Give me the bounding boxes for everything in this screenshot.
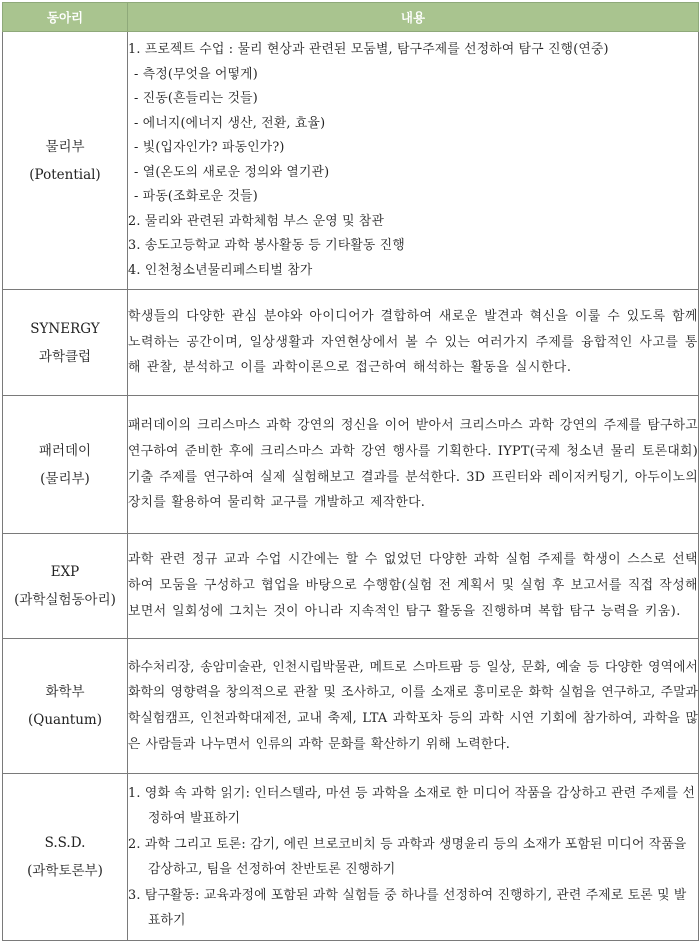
club-description: 과학 관련 정규 교과 수업 시간에는 할 수 없었던 다양한 과학 실험 주제를 학생이 스스로 선택하여 모둠을 구성하고 협업을 바탕으로 수행함(실험 전 계획서 및 실험 후 보고서를 직접 작성해보면서 일회성에 그치는 것이 아니라 지속적인 탐구 활동을 진행하며 복합 탐구 능력을 키움). <box>128 552 698 619</box>
table-row <box>3 396 699 534</box>
club-subname: (물리부) <box>40 470 90 487</box>
club-name-cell <box>3 639 128 774</box>
club-content-cell <box>128 639 699 774</box>
activity-list <box>128 38 698 283</box>
table-row <box>3 774 699 941</box>
club-content-cell <box>128 534 699 639</box>
table-header-row <box>3 3 699 32</box>
club-name-cell <box>3 774 128 941</box>
list-item: 1. 프로젝트 수업 : 물리 현상과 관련된 모둠별, 탐구주제를 선정하여 탐구 진행(연중) <box>128 42 609 57</box>
table-row <box>3 639 699 774</box>
list-item: - 진동(흔들리는 것들) <box>134 91 258 106</box>
club-name: S.S.D. <box>44 835 86 851</box>
club-name-cell <box>3 290 128 396</box>
list-item: - 열(온도의 새로운 정의와 열기관) <box>134 164 330 180</box>
club-name-cell <box>3 32 128 290</box>
table-row <box>3 290 699 396</box>
club-name-cell <box>3 534 128 639</box>
club-subname: (Potential) <box>29 166 101 183</box>
list-item: 2. 과학 그리고 토론: 감기, 에린 브로코비치 등 과학과 생명윤리 등의 소재가 포함된 미디어 작품을 감상하고, 팀을 선정하여 찬반토론 진행하기 <box>128 836 687 877</box>
club-description: 패러데이의 크리스마스 과학 강연의 정신을 이어 받아서 크리스마스 과학 강연의 주제를 탐구하고 연구하여 준비한 후에 크리스마스 과학 강연 행사를 기획한다. IYPT(국제 청소년 물리 토론대회) 기출 주제를 연구하여 실제 실험해보고 결과를 분석한다. 3D 프린터와 레이저커팅기, 아두이노의 장치를 활용하여 물리학 교구를 개발하고 제작한다. <box>128 417 698 511</box>
club-name-cell <box>3 396 128 534</box>
list-item: 4. 인천청소년물리페스티벌 참가 <box>128 262 313 278</box>
club-description: 하수처리장, 송암미술관, 인천시립박물관, 메트로 스마트팜 등 일상, 문화, 예술 등 다양한 영역에서 화학의 영향력을 창의적으로 관찰 및 조사하고, 이를 소재로 흥미로운 화학 실험을 연구하고, 주말과학실험캠프, 인천과학대제전, 교내 축제, LTA 과학포차 등의 과학 시연 기회에 참가하여, 과학을 많은 사람들과 나누면서 인류의 과학 문화를 확산하기 위해 노력한다. <box>128 659 698 752</box>
table-row <box>3 32 699 290</box>
club-name: 패러데이 <box>38 442 92 459</box>
club-name: EXP <box>50 564 80 580</box>
club-content-cell <box>128 774 699 941</box>
list-item: - 빛(입자인가? 파동인가?) <box>134 140 285 155</box>
list-item: 3. 송도고등학교 과학 봉사활동 등 기타활동 진행 <box>128 238 405 253</box>
club-subname: 과학클럽 <box>38 348 92 365</box>
list-item: 2. 물리와 관련된 과학체험 부스 운영 및 참관 <box>128 213 385 229</box>
club-content-cell <box>128 396 699 534</box>
club-name: 물리부 <box>45 138 85 155</box>
list-item: - 파동(조화로운 것들) <box>134 189 258 204</box>
club-content-cell <box>128 32 699 290</box>
header-club: 동아리 <box>3 3 128 32</box>
list-item: - 측정(무엇을 어떻게) <box>134 66 258 82</box>
header-content: 내용 <box>128 3 699 32</box>
club-description: 학생들의 다양한 관심 분야와 아이디어가 결합하여 새로운 발견과 혁신을 이룰 수 있도록 함께 노력하는 공간이며, 일상생활과 자연현상에서 볼 수 있는 여러가지 주제를 융합적인 사고를 통해 관찰, 분석하고 이를 과학이론으로 접근하여 해석하는 활동을 실시한다. <box>128 308 698 376</box>
list-item: 3. 탐구활동: 교육과정에 포함된 과학 실험들 중 하나를 선정하여 진행하기, 관련 주제로 토론 및 발표하기 <box>128 887 687 928</box>
list-item: 1. 영화 속 과학 읽기: 인터스텔라, 마션 등 과학을 소재로 한 미디어 작품을 감상하고 관련 주제를 선정하여 발표하기 <box>128 785 696 826</box>
table-row <box>3 534 699 639</box>
club-activity-table <box>2 2 699 941</box>
list-item: - 에너지(에너지 생산, 전환, 효율) <box>134 115 326 131</box>
activity-list <box>128 781 698 934</box>
club-content-cell <box>128 290 699 396</box>
club-subname: (Quantum) <box>28 712 102 728</box>
club-subname: (과학실험동아리) <box>14 592 116 608</box>
club-name: 화학부 <box>45 684 85 700</box>
club-subname: (과학토론부) <box>27 863 103 879</box>
club-name: SYNERGY <box>30 320 100 337</box>
